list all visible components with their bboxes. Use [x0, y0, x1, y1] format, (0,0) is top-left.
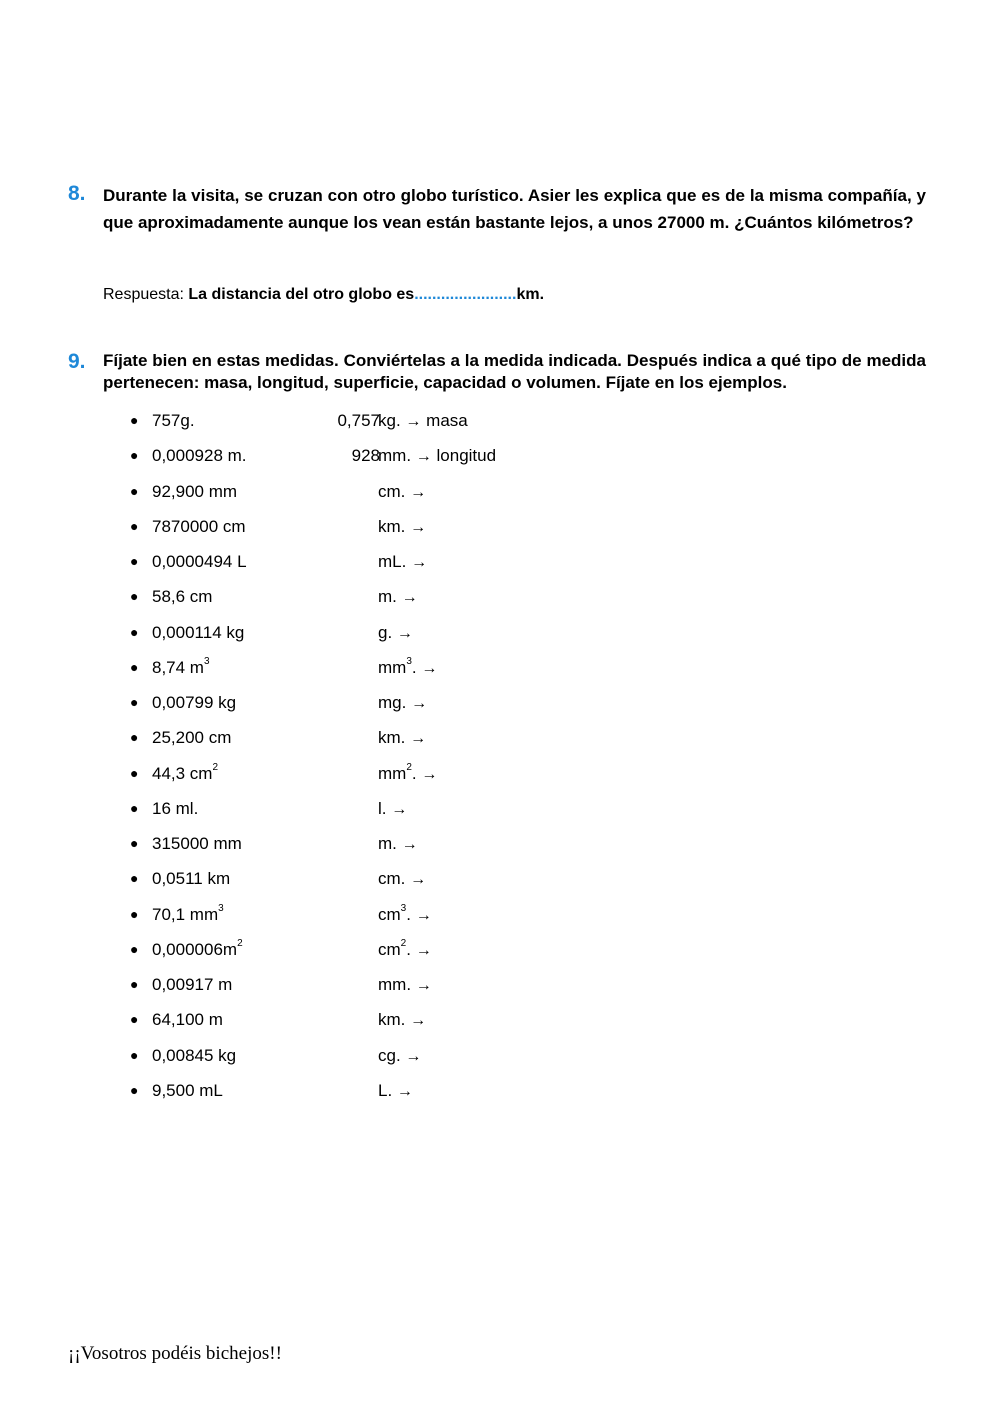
question-number: 9. — [68, 350, 86, 373]
answer-label: Respuesta: — [103, 286, 189, 303]
answer-unit: km. — [516, 286, 545, 303]
source-measure: 0,0511 km — [152, 869, 231, 889]
bullet-icon: ● — [130, 447, 139, 464]
question-text: Fíjate bien en estas medidas. Conviértelas a la medida indicada. Después indica a qué tipo de medida pertenecen: masa, longitud, superficie, capacidad o volumen. Fíjate en los ejemplos. — [103, 351, 926, 392]
bullet-icon: ● — [130, 517, 139, 534]
question-number: 8. — [68, 182, 86, 205]
answer-line — [103, 286, 544, 304]
measure-type[interactable]: longitud — [436, 446, 497, 466]
target-unit: km. → — [378, 1010, 427, 1030]
source-measure: 757g. — [152, 411, 195, 430]
source-measure: 44,3 $cm^2$ — [152, 761, 219, 783]
arrow-right-icon: → — [415, 448, 432, 466]
source-exponent: 3 — [218, 902, 224, 914]
target-unit: mm. → longitud — [378, 446, 497, 466]
target-unit: $cm^3$. → — [378, 902, 432, 924]
arrow-right-icon: → — [405, 1047, 422, 1065]
target-unit: km. → — [378, 516, 427, 536]
answer-field[interactable]: 928 — [351, 446, 380, 466]
target-unit: m. → — [378, 587, 418, 607]
bullet-icon: ● — [130, 870, 139, 887]
bullet-icon: ● — [130, 1011, 139, 1028]
arrow-right-icon: → — [410, 483, 427, 501]
target-unit: cg. → — [378, 1045, 422, 1065]
bullet-icon: ● — [130, 588, 139, 605]
target-unit: mL. → — [378, 552, 428, 571]
bullet-icon: ● — [130, 835, 139, 851]
bullet-icon: ● — [130, 729, 139, 746]
bullet-icon: ● — [130, 940, 139, 957]
target-unit: $mm^3$. → — [378, 656, 438, 677]
target-unit: cm. → — [378, 869, 427, 889]
bullet-icon: ● — [130, 905, 139, 922]
bullet-icon: ● — [130, 553, 139, 569]
arrow-right-icon: → — [410, 1012, 427, 1030]
arrow-right-icon: → — [396, 1082, 413, 1100]
question-9 — [68, 350, 926, 394]
footer-text: ¡¡Vosotros podéis bichejos!! — [68, 1343, 282, 1364]
arrow-right-icon: → — [421, 659, 438, 677]
bullet-icon: ● — [130, 799, 139, 816]
source-measure: 0,000114 kg — [152, 622, 245, 642]
target-unit: L. → — [378, 1080, 413, 1100]
bullet-icon: ● — [130, 694, 139, 710]
source-measure: 0,00917 m — [152, 975, 233, 994]
arrow-right-icon: → — [396, 624, 413, 642]
source-measure: 0,00845 kg — [152, 1045, 237, 1065]
source-measure: 70,1 $mm^3$ — [152, 902, 224, 924]
source-measure: 25,200 cm — [152, 728, 232, 748]
source-measure: 0,0000494 L — [152, 552, 247, 571]
bullet-icon: ● — [130, 658, 139, 675]
target-unit: mg. → — [378, 693, 428, 712]
target-unit: g. → — [378, 622, 413, 642]
source-measure: 0,000928 m. — [152, 446, 247, 466]
arrow-right-icon: → — [405, 413, 422, 430]
target-unit: km. → — [378, 728, 427, 748]
source-measure: 58,6 cm — [152, 587, 213, 607]
source-measure: 9,500 mL — [152, 1080, 223, 1100]
arrow-right-icon: → — [415, 906, 432, 924]
arrow-right-icon: → — [410, 518, 427, 536]
target-unit: $cm^2$. → — [378, 938, 432, 959]
target-unit: cm. → — [378, 481, 427, 501]
bullet-icon: ● — [130, 976, 139, 992]
bullet-icon: ● — [130, 1046, 139, 1063]
source-measure: $0,000006m^2$ — [152, 938, 243, 959]
question-text: Durante la visita, se cruzan con otro globo turístico. Asier les explica que es de la misma compañía, y que aproximadamente aunque los vean están bastante lejos, a unos 27000 m. ¿Cuántos kilómetros? — [103, 186, 926, 232]
unit-dot: . — [406, 939, 411, 959]
source-measure: 7870000 cm — [152, 516, 246, 536]
unit-dot: . — [406, 904, 411, 924]
target-unit: mm. → — [378, 975, 432, 994]
arrow-right-icon: → — [391, 800, 408, 818]
answer-field[interactable]: 0,757 — [337, 411, 380, 430]
bullet-icon: ● — [130, 1081, 139, 1098]
unit-exponent: 2 — [406, 761, 412, 773]
arrow-right-icon: → — [410, 871, 427, 889]
arrow-right-icon: → — [411, 695, 428, 712]
arrow-right-icon: → — [415, 977, 432, 994]
bullet-icon: ● — [130, 764, 139, 781]
unit-exponent: 2 — [400, 938, 407, 950]
target-unit: kg. → masa — [378, 411, 468, 430]
bullet-icon: ● — [130, 623, 139, 640]
source-measure: 16 ml. — [152, 798, 199, 818]
target-unit: $mm^2$. → — [378, 761, 438, 783]
source-exponent: 2 — [212, 761, 219, 773]
source-exponent: 3 — [203, 656, 210, 668]
unit-exponent: 3 — [406, 656, 412, 668]
source-measure: 0,00799 kg — [152, 693, 237, 712]
arrow-right-icon: → — [421, 765, 438, 783]
arrow-right-icon: → — [401, 589, 418, 607]
answer-text: La distancia del otro globo es — [188, 286, 415, 303]
target-unit: l. → — [378, 798, 408, 818]
arrow-right-icon: → — [401, 836, 418, 853]
source-measure: 315000 mm — [152, 834, 242, 853]
bullet-icon: ● — [130, 412, 139, 428]
arrow-right-icon: → — [410, 730, 427, 748]
target-unit: m. → — [378, 834, 418, 853]
unit-dot: . — [411, 763, 417, 783]
source-measure: 64,100 m — [152, 1010, 223, 1030]
answer-blank[interactable]: ....................... — [414, 286, 517, 303]
arrow-right-icon: → — [415, 941, 432, 959]
measure-type[interactable]: masa — [426, 411, 468, 430]
source-measure: 8,74 $m^3$ — [152, 656, 210, 677]
question-8 — [68, 182, 926, 236]
unit-dot: . — [411, 657, 417, 677]
unit-exponent: 3 — [400, 902, 407, 914]
bullet-icon: ● — [130, 482, 139, 499]
source-measure: 92,900 mm — [152, 481, 238, 501]
arrow-right-icon: → — [411, 554, 428, 571]
source-exponent: 2 — [237, 938, 243, 950]
